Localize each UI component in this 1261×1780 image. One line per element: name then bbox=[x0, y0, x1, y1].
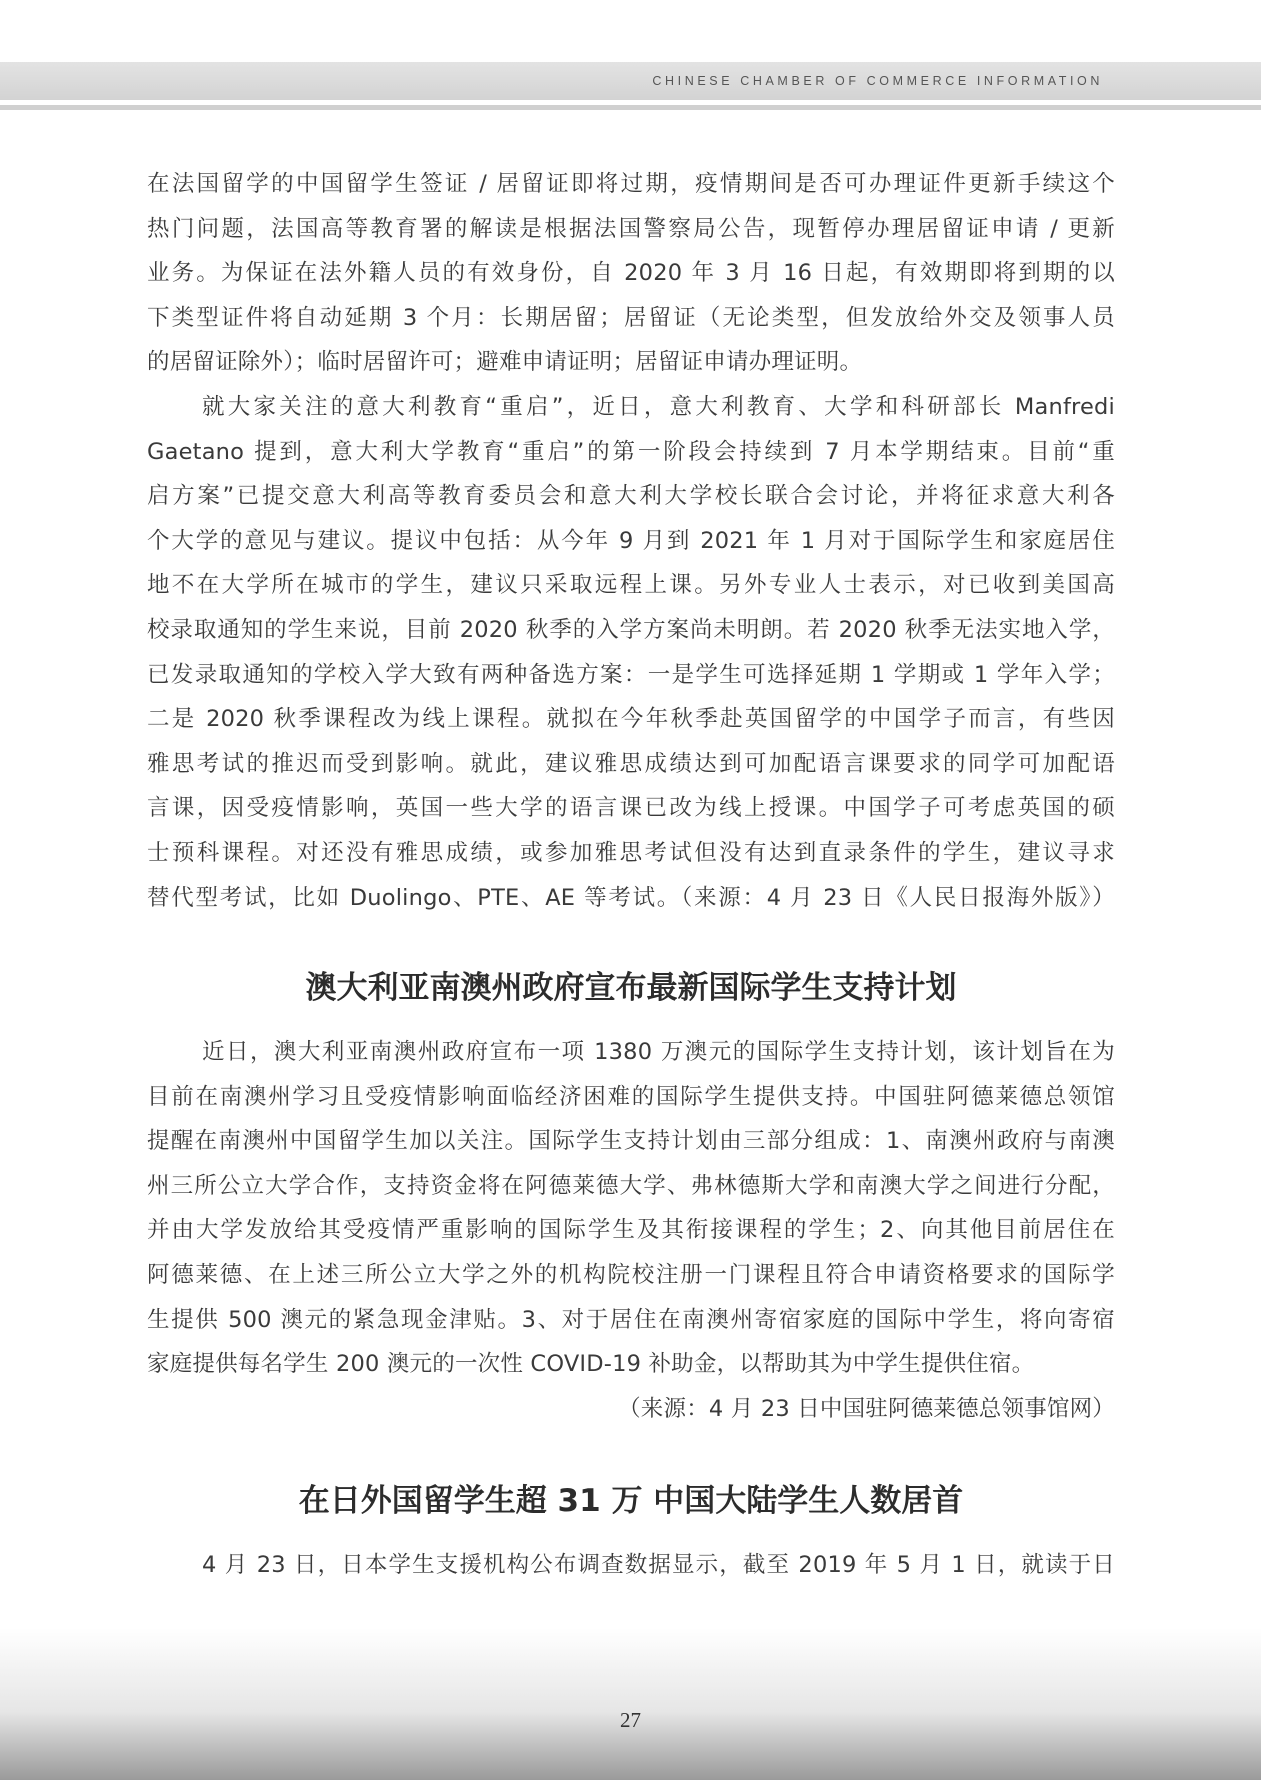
text-line: 就大家关注的意大利教育“重启”，近日，意大利教育、大学和科研部长 Manfredi bbox=[202, 393, 1115, 420]
text-line: 言课，因受疫情影响，英国一些大学的语言课已改为线上授课。中国学子可考虑英国的硕 bbox=[147, 795, 1115, 822]
text-line: 州三所公立大学合作，支持资金将在阿德莱德大学、弗林德斯大学和南澳大学之间进行分配， bbox=[147, 1172, 1115, 1199]
text-line: 阿德莱德、在上述三所公立大学之外的机构院校注册一门课程且符合申请资格要求的国际学 bbox=[147, 1262, 1115, 1289]
text-line: 业务。为保证在法外籍人员的有效身份，自 2020 年 3 月 16 日起，有效期即将到期的以 bbox=[147, 260, 1115, 287]
header-rule bbox=[0, 105, 1261, 110]
text-line: 生提供 500 澳元的紧急现金津贴。3、对于居住在南澳州寄宿家庭的国际中学生，将向寄宿 bbox=[147, 1306, 1115, 1333]
text-line: 目前在南澳州学习且受疫情影响面临经济困难的国际学生提供支持。中国驻阿德莱德总领馆 bbox=[147, 1083, 1115, 1110]
text-line: 启方案”已提交意大利高等教育委员会和意大利大学校长联合会讨论，并将征求意大利各 bbox=[147, 483, 1115, 510]
text-line: Gaetano 提到，意大利大学教育“重启”的第一阶段会持续到 7 月本学期结束。目前“重 bbox=[147, 438, 1115, 465]
text-line: 热门问题，法国高等教育署的解读是根据法国警察局公告，现暂停办理居留证申请 / 更新 bbox=[147, 215, 1115, 242]
text-line: 的居留证除外）；临时居留许可；避难申请证明；居留证申请办理证明。 bbox=[147, 349, 863, 376]
text-line: 已发录取通知的学校入学大致有两种备选方案：一是学生可选择延期 1 学期或 1 学年入学； bbox=[147, 661, 1115, 688]
text-line: 近日，澳大利亚南澳州政府宣布一项 1380 万澳元的国际学生支持计划，该计划旨在为 bbox=[202, 1039, 1115, 1066]
source-citation: （来源：4 月 23 日中国驻阿德莱德总领事馆网） bbox=[618, 1395, 1115, 1422]
text-line: 提醒在南澳州中国留学生加以关注。国际学生支持计划由三部分组成：1、南澳州政府与南澳 bbox=[147, 1128, 1115, 1155]
page-footer bbox=[0, 1628, 1261, 1780]
text-line: 在法国留学的中国留学生签证 / 居留证即将过期，疫情期间是否可办理证件更新手续这个 bbox=[147, 171, 1115, 197]
text-line: 二是 2020 秋季课程改为线上课程。就拟在今年秋季赴英国留学的中国学子而言，有些因 bbox=[147, 706, 1115, 733]
page-content bbox=[147, 162, 1115, 1588]
text-line: 校录取通知的学生来说，目前 2020 秋季的入学方案尚未明朗。若 2020 秋季无法实地入学， bbox=[147, 616, 1115, 643]
text-line: 个大学的意见与建议。提议中包括：从今年 9 月到 2021 年 1 月对于国际学生和家庭居住 bbox=[147, 527, 1115, 554]
publication-name: CHINESE CHAMBER OF COMMERCE INFORMATION bbox=[652, 74, 1103, 88]
text-line: 雅思考试的推迟而受到影响。就此，建议雅思成绩达到可加配语言课要求的同学可加配语 bbox=[147, 750, 1115, 777]
article-title-south-australia: 澳大利亚南澳州政府宣布最新国际学生支持计划 bbox=[305, 970, 957, 1007]
text-line: 地不在大学所在城市的学生，建议只采取远程上课。另外专业人士表示，对已收到美国高 bbox=[147, 572, 1115, 599]
page-number: 27 bbox=[620, 1708, 641, 1732]
paragraph-south-australia bbox=[147, 1030, 1115, 1431]
text-line: 替代型考试，比如 Duolingo、PTE、AE 等考试。（来源：4 月 23 日《人民日报海外版》） bbox=[147, 884, 1115, 911]
text-line: 下类型证件将自动延期 3 个月：长期居留；居留证（无论类型，但发放给外交及领事人员 bbox=[147, 304, 1115, 331]
paragraph-france bbox=[147, 162, 1115, 385]
paragraph-italy-uk bbox=[147, 385, 1115, 920]
article-title-japan: 在日外国留学生超 31 万 中国大陆学生人数居首 bbox=[298, 1483, 964, 1520]
text-line: 家庭提供每名学生 200 澳元的一次性 COVID-19 补助金，以帮助其为中学生提供住宿。 bbox=[147, 1351, 1035, 1378]
paragraph-japan bbox=[147, 1543, 1115, 1588]
text-line: 4 月 23 日，日本学生支援机构公布调查数据显示，截至 2019 年 5 月 1 日，就读于日 bbox=[202, 1552, 1115, 1579]
text-line: 士预科课程。对还没有雅思成绩，或参加雅思考试但没有达到直录条件的学生，建议寻求 bbox=[147, 839, 1115, 866]
text-line: 并由大学发放给其受疫情严重影响的国际学生及其衔接课程的学生；2、向其他目前居住在 bbox=[147, 1217, 1115, 1244]
